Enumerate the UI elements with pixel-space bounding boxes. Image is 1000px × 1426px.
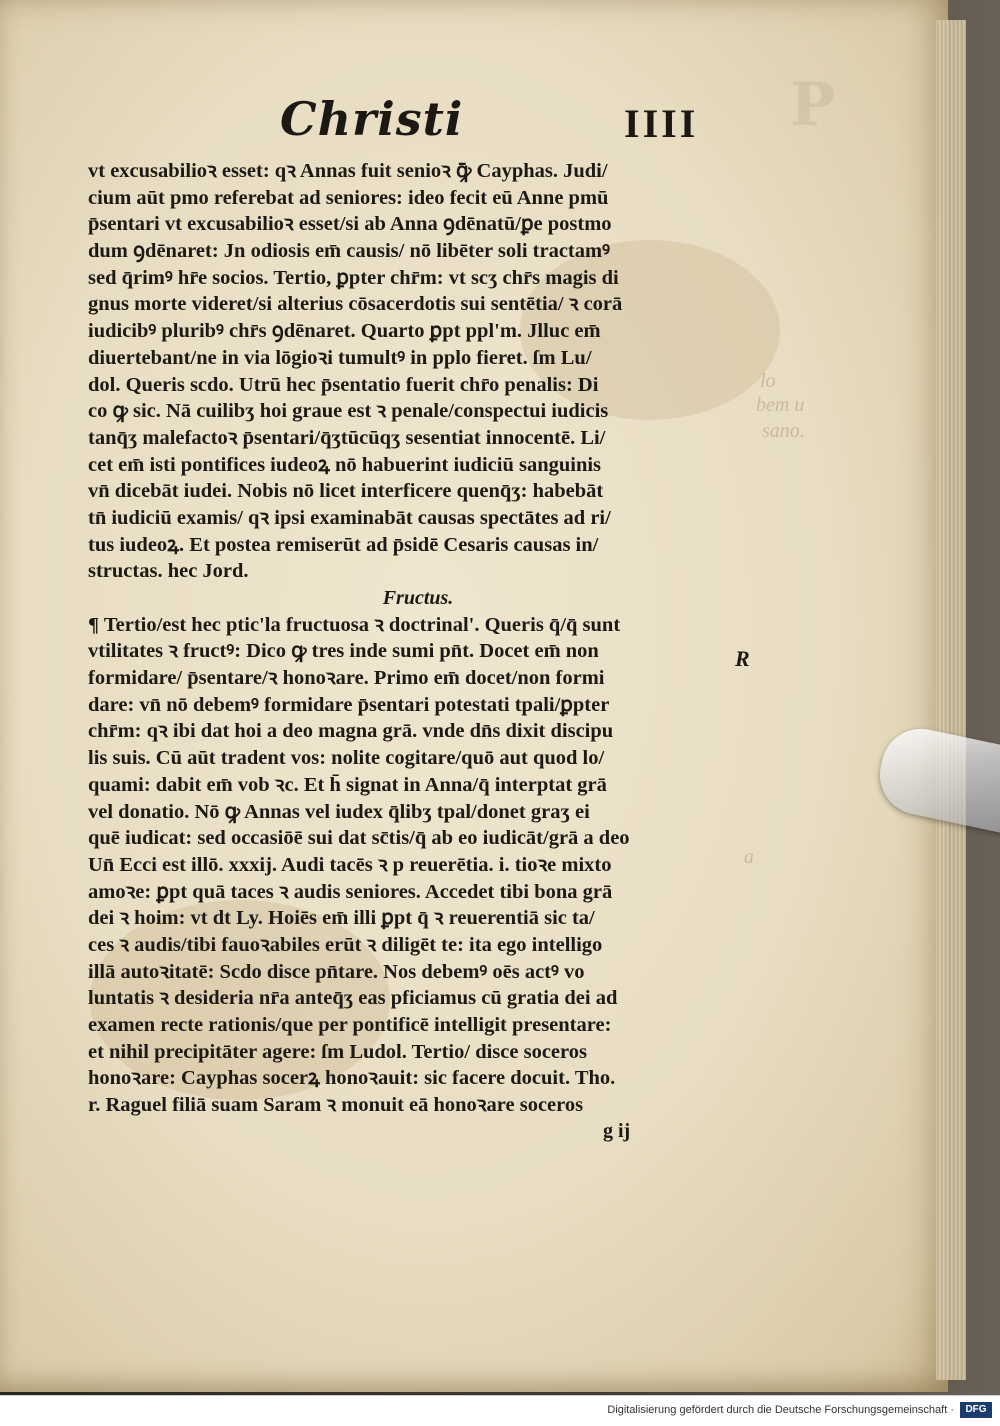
- text-line: quē iudicat: sed occasiōē sui dat sc̄tis/q̄ ab eo iudicāt/grā a deo: [88, 827, 630, 850]
- text-line: tus iudeoꝝ. Et postea remiserūt ad p̄sidē Cesaris causas in/: [88, 533, 599, 556]
- show-through-text: lo: [760, 370, 776, 392]
- text-line: dare: vn̄ nō debemꝰ formidare p̄sentari potestati tpali/ꝑpter: [88, 693, 610, 716]
- text-line: diuertebant/ne in via lōgioꝛi tumultꝰ in pplo fieret. ſm Lu/: [88, 346, 592, 369]
- text-line: p̄sentari vt excusabilioꝛ esset/si ab Anna ꝯdēnatū/ꝑe postmo: [88, 213, 612, 236]
- text-line: vn̄ dicebāt iudei. Nobis nō licet interficere quenq̄ʒ: habebāt: [88, 480, 604, 503]
- show-through-text: a: [744, 846, 754, 868]
- running-title: Christi: [280, 92, 464, 146]
- text-line: illā autoꝛitatē: Scdo disce pn̄tare. Nos debemꝰ oēs actꝰ vo: [88, 960, 585, 983]
- text-line: dum ꝯdēnaret: Jn odiosis em̄ causis/ nō libēter soli tractamꝰ: [88, 240, 610, 263]
- text-line: cet em̄ isti pontifices iudeoꝝ nō habuerint iudiciū sanguinis: [88, 453, 602, 476]
- text-line: tn̄ iudiciū examis/ qꝛ ipsi examinabāt causas spectātes ad ri/: [88, 506, 611, 529]
- show-through-initial: P: [790, 70, 836, 140]
- text-line: gnus morte videret/si alterius cōsacerdotis sui sentētia/ ꝛ corā: [88, 293, 623, 316]
- text-line: dol. Queris scdo. Utrū hec p̄sentatio fuerit chr̄o penalis: Di: [88, 373, 599, 396]
- text-line: ¶ Tertio/est hec ptic'la fructuosa ꝛ doctrinal'. Queris q̄/q̄ sunt: [88, 613, 621, 636]
- footer-bar: [0, 1395, 1000, 1426]
- show-through-text: sano.: [762, 420, 805, 442]
- text-line: Un̄ Ecci est illō. xxxij. Audi tacēs ꝛ p reuerētia. i. tioꝛe mixto: [88, 853, 612, 876]
- text-line: dei ꝛ hoim: vt dt Ly. Hoiēs em̄ illi ꝑpt q̄ ꝛ reuerentiā sic ta/: [88, 907, 595, 930]
- text-line: tanq̄ʒ malefactoꝛ p̄sentari/q̄ʒtūcūqʒ sesentiat innocentē. Li/: [88, 426, 606, 449]
- body-text: [88, 158, 708, 1119]
- text-line: vel donatio. Nō ꝙ Annas vel iudex q̄libʒ tpal/donet graʒ ei: [88, 800, 590, 823]
- text-line: luntatis ꝛ desideria nr̄a anteq̄ʒ eas pficiamus cū gratia dei ad: [88, 987, 618, 1010]
- folio-number: IIII: [624, 101, 699, 146]
- text-line: co ꝙ sic. Nā cuilibʒ hoi graue est ꝛ penale/conspectui iudicis: [88, 400, 609, 423]
- text-line: examen recte rationis/que per pontificē intelligit presentare:: [88, 1014, 612, 1036]
- section-heading: Fructus.: [382, 587, 454, 609]
- text-line: vt excusabilioꝛ esset: qꝛ Annas fuit senioꝛ ꝙ̄ Cayphas. Judi/: [88, 160, 608, 182]
- footer-credit: Digitalisierung gefördert durch die Deutsche Forschungsgemeinschaft ·: [607, 1404, 954, 1416]
- show-through-text: bem u: [756, 394, 805, 416]
- text-line: honoꝛare: Cayphas socerꝝ honoꝛauit: sic facere docuit. Tho.: [88, 1067, 616, 1090]
- text-line: iudicibꝰ pluribꝰ chr̄s ꝯdēnaret. Quarto ꝑpt ppl'm. Jlluc em̄: [88, 320, 601, 343]
- page-edge: [936, 20, 966, 1380]
- dfg-logo: DFG: [960, 1402, 992, 1418]
- text-line: ces ꝛ audis/tibi fauoꝛabiles erūt ꝛ diligēt te: ita ego intelligo: [88, 933, 603, 956]
- text-line: structas. hec Jord.: [88, 560, 249, 583]
- text-line: amoꝛe: ꝑpt quā taces ꝛ audis seniores. Accedet tibi bona grā: [88, 880, 613, 903]
- text-line: et nihil precipitāter agere: ſm Ludol. Tertio/ disce soceros: [88, 1040, 587, 1063]
- text-line: lis suis. Cū aūt tradent vos: nolite cogitare/quō aut quod lo/: [88, 747, 605, 770]
- text-line: sed q̄rimꝰ hr̄e socios. Tertio, ꝑpter chr̄m: vt scʒ chr̄s magis di: [88, 266, 619, 289]
- text-line: cium aūt pmo referebat ad seniores: ideo fecit eū Anne pmū: [88, 186, 609, 209]
- signature-mark: g ij: [603, 1120, 631, 1142]
- marginal-mark: R: [735, 646, 750, 671]
- text-line: chr̄m: qꝛ ibi dat hoi a deo magna grā. vnde dn̄s dixit discipu: [88, 720, 614, 743]
- text-line: quami: dabit em̄ vob ꝛc. Et h̄ signat in Anna/q̄ interptat grā: [88, 773, 607, 796]
- text-line: formidare/ p̄sentare/ꝛ honoꝛare. Primo em̄ docet/non formi: [88, 667, 605, 690]
- text-line: vtilitates ꝛ fructꝰ: Dico ꝙ tres inde sumi pn̄t. Docet em̄ non: [88, 640, 599, 663]
- text-line: r. Raguel filiā suam Saram ꝛ monuit eā honoꝛare soceros: [88, 1094, 584, 1117]
